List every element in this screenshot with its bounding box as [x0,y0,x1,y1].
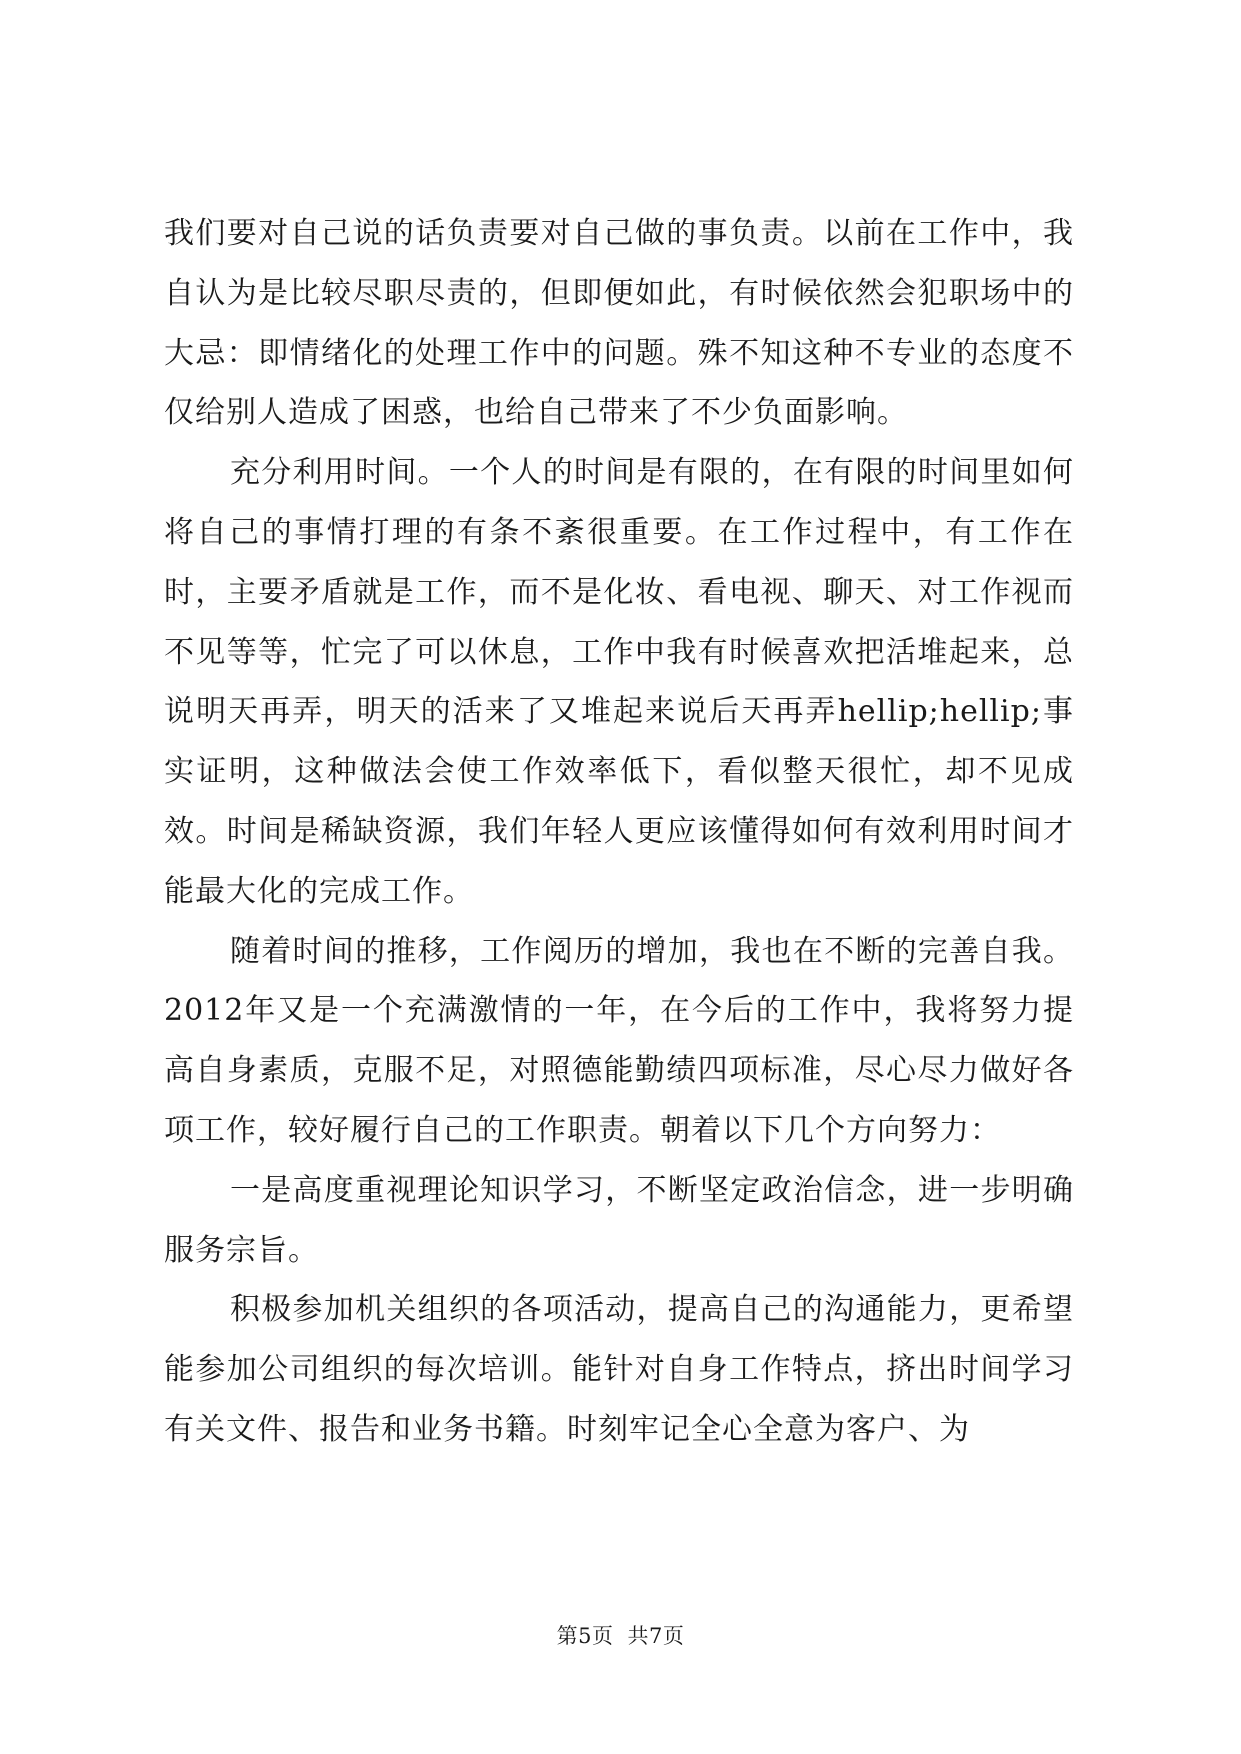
paragraph-4: 一是高度重视理论知识学习，不断坚定政治信念，进一步明确服务宗旨。 [164,1172,1074,1268]
paragraph-1: 我们要对自己说的话负责要对自己做的事负责。以前在工作中，我自认为是比较尽职尽责的，但即便如此，有时候依然会犯职场中的大忌：即情绪化的处理工作中的问题。殊不知这种不专业的态度不仅给别人造成了困惑，也给自己带来了不少负面影响。 [164,216,1074,431]
document-body [164,204,1074,1460]
paragraph-3: 随着时间的推移，工作阅历的增加，我也在不断的完善自我。2012年又是一个充满激情的一年，在今后的工作中，我将努力提高自身素质，克服不足，对照德能勤绩四项标准，尽心尽力做好各项工作，较好履行自己的工作职责。朝着以下几个方向努力： [164,933,1074,1148]
paragraph-2: 充分利用时间。一个人的时间是有限的，在有限的时间里如何将自己的事情打理的有条不紊很重要。在工作过程中，有工作在时，主要矛盾就是工作，而不是化妆、看电视、聊天、对工作视而不见等等，忙完了可以休息，工作中我有时候喜欢把活堆起来，总说明天再弄，明天的活来了又堆起来说后天再弄hellip;hellip;事实证明，这种做法会使工作效率低下，看似整天很忙，却不见成效。时间是稀缺资源，我们年轻人更应该懂得如何有效利用时间才能最大化的完成工作。 [164,455,1074,909]
paragraph-5: 积极参加机关组织的各项活动，提高自己的沟通能力，更希望能参加公司组织的每次培训。能针对自身工作特点，挤出时间学习有关文件、报告和业务书籍。时刻牢记全心全意为客户、为 [164,1292,1074,1447]
page-footer [0,1622,1241,1650]
page-total: 共7页 [627,1624,685,1648]
page-number: 第5页 [556,1624,614,1648]
